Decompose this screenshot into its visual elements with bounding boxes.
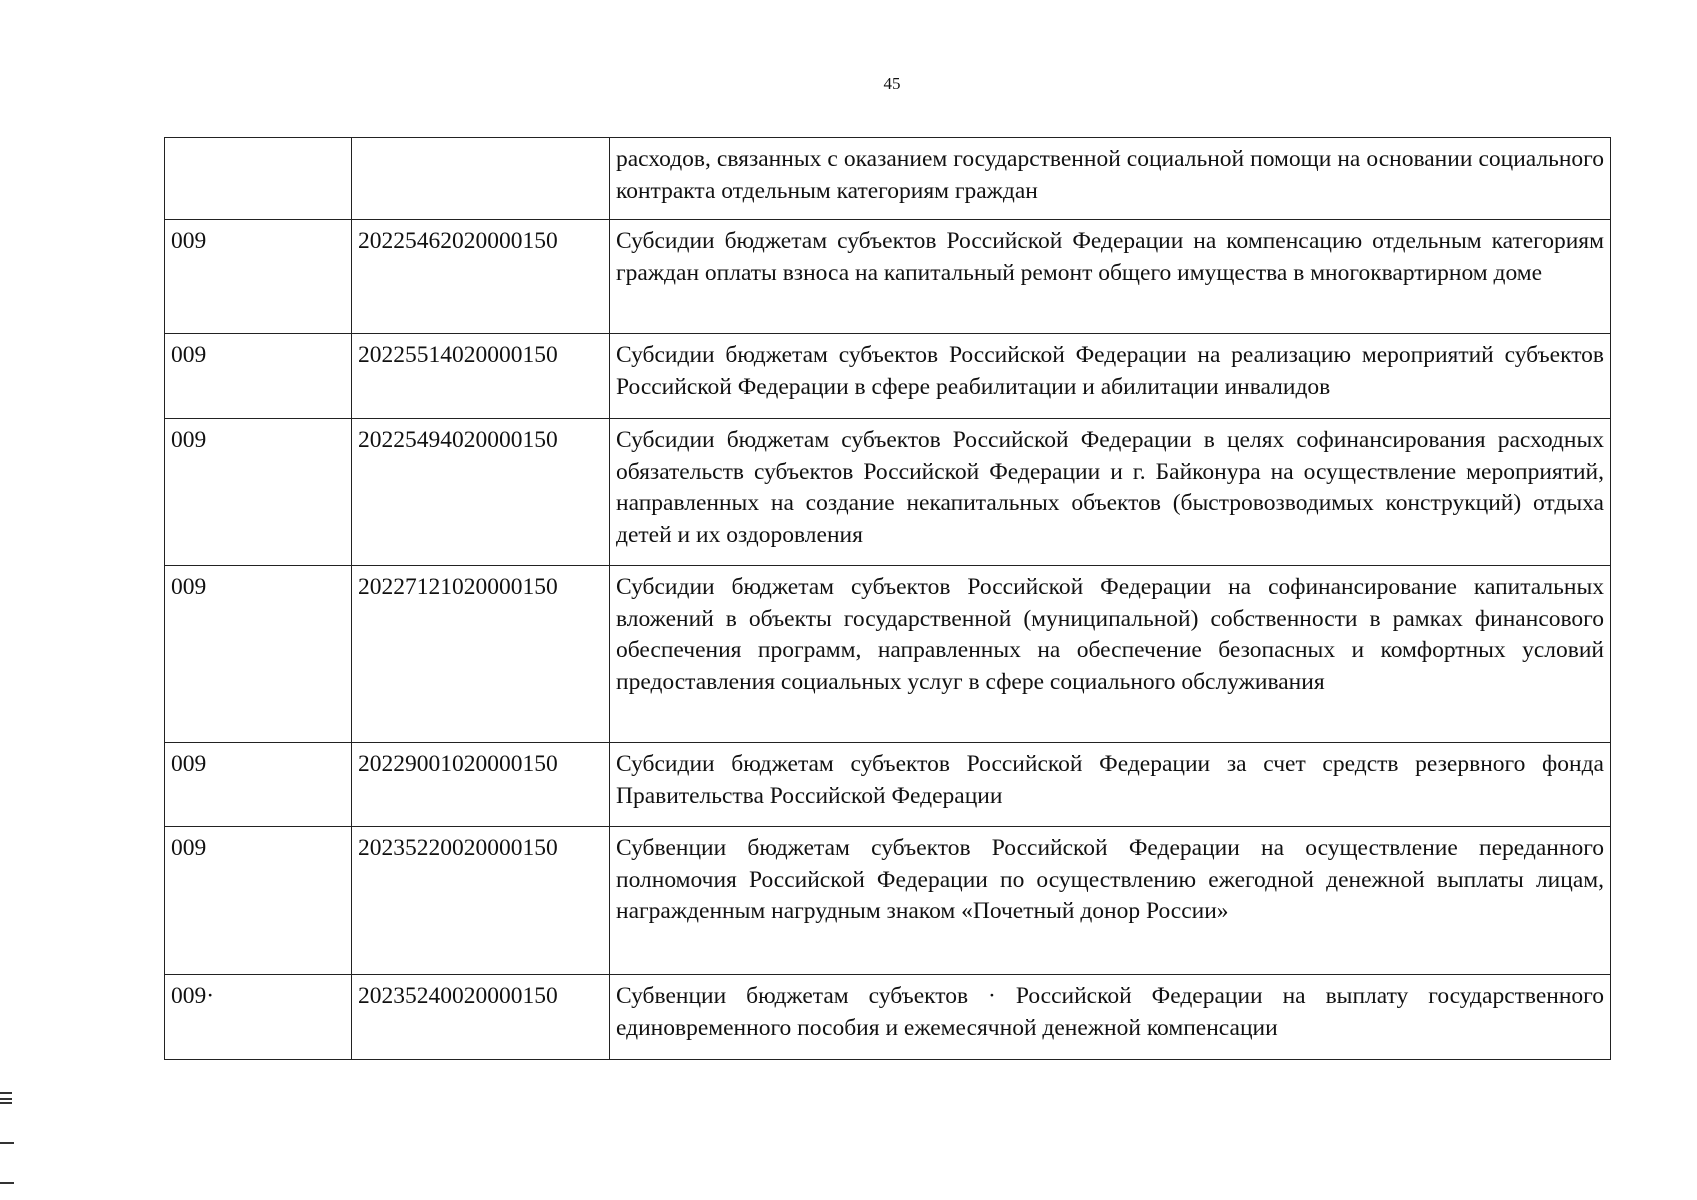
description-cell: Субвенции бюджетам субъектов Российской Федерации на осуществление переданного полномочия Российской Федерации по осуществлению ежегодной денежной выплаты лицам, награжденным нагрудным знаком «Почетный донор России» [610, 827, 1611, 975]
admin-code-cell: 009 [165, 827, 352, 975]
description-cell: Субсидии бюджетам субъектов Российской Федерации на реализацию мероприятий субъектов Российской Федерации в сфере реабилитации и абилитации инвалидов [610, 334, 1611, 419]
table-row [165, 827, 1611, 975]
page-number: 45 [883, 74, 901, 93]
admin-code-cell: 009 [165, 334, 352, 419]
budget-code-cell: 20225462020000150 [352, 220, 610, 334]
table-row [165, 975, 1611, 1060]
budget-code-cell: 20235240020000150 [352, 975, 610, 1060]
table-row [165, 220, 1611, 334]
description-cell: Субсидии бюджетам субъектов Российской Федерации за счет средств резервного фонда Правительства Российской Федерации [610, 743, 1611, 827]
budget-codes-table [164, 137, 1611, 1060]
budget-code-cell [352, 138, 610, 220]
description-cell: Субсидии бюджетам субъектов Российской Федерации на софинансирование капитальных вложений в объекты государственной (муниципальной) собственности в рамках финансового обеспечения программ, направленных на обеспечение безопасных и комфортных условий предоставления социальных услуг в сфере социального обслуживания [610, 566, 1611, 743]
admin-code-cell: 009 [165, 743, 352, 827]
table-row [165, 138, 1611, 220]
admin-code-cell: 009 [165, 419, 352, 566]
admin-code-cell: 009 [165, 220, 352, 334]
binding-margin-marks [0, 1080, 16, 1190]
budget-code-cell: 20227121020000150 [352, 566, 610, 743]
table-row [165, 566, 1611, 743]
admin-code-cell: 009· [165, 975, 352, 1060]
budget-code-cell: 20225494020000150 [352, 419, 610, 566]
description-cell: Субсидии бюджетам субъектов Российской Федерации на компенсацию отдельным категориям граждан оплаты взноса на капитальный ремонт общего имущества в многоквартирном доме [610, 220, 1611, 334]
table-row [165, 743, 1611, 827]
description-cell: Субсидии бюджетам субъектов Российской Федерации в целях софинансирования расходных обязательств субъектов Российской Федерации и г. Байконура на осуществление мероприятий, направленных на создание некапитальных объектов (быстровозводимых конструкций) отдыха детей и их оздоровления [610, 419, 1611, 566]
budget-code-cell: 20229001020000150 [352, 743, 610, 827]
budget-code-cell: 20235220020000150 [352, 827, 610, 975]
description-cell: Субвенции бюджетам субъектов · Российской Федерации на выплату государственного единовременного пособия и ежемесячной денежной компенсации [610, 975, 1611, 1060]
description-cell: расходов, связанных с оказанием государственной социальной помощи на основании социального контракта отдельным категориям граждан [610, 138, 1611, 220]
budget-code-cell: 20225514020000150 [352, 334, 610, 419]
admin-code-cell [165, 138, 352, 220]
table-row [165, 419, 1611, 566]
table-row [165, 334, 1611, 419]
admin-code-cell: 009 [165, 566, 352, 743]
